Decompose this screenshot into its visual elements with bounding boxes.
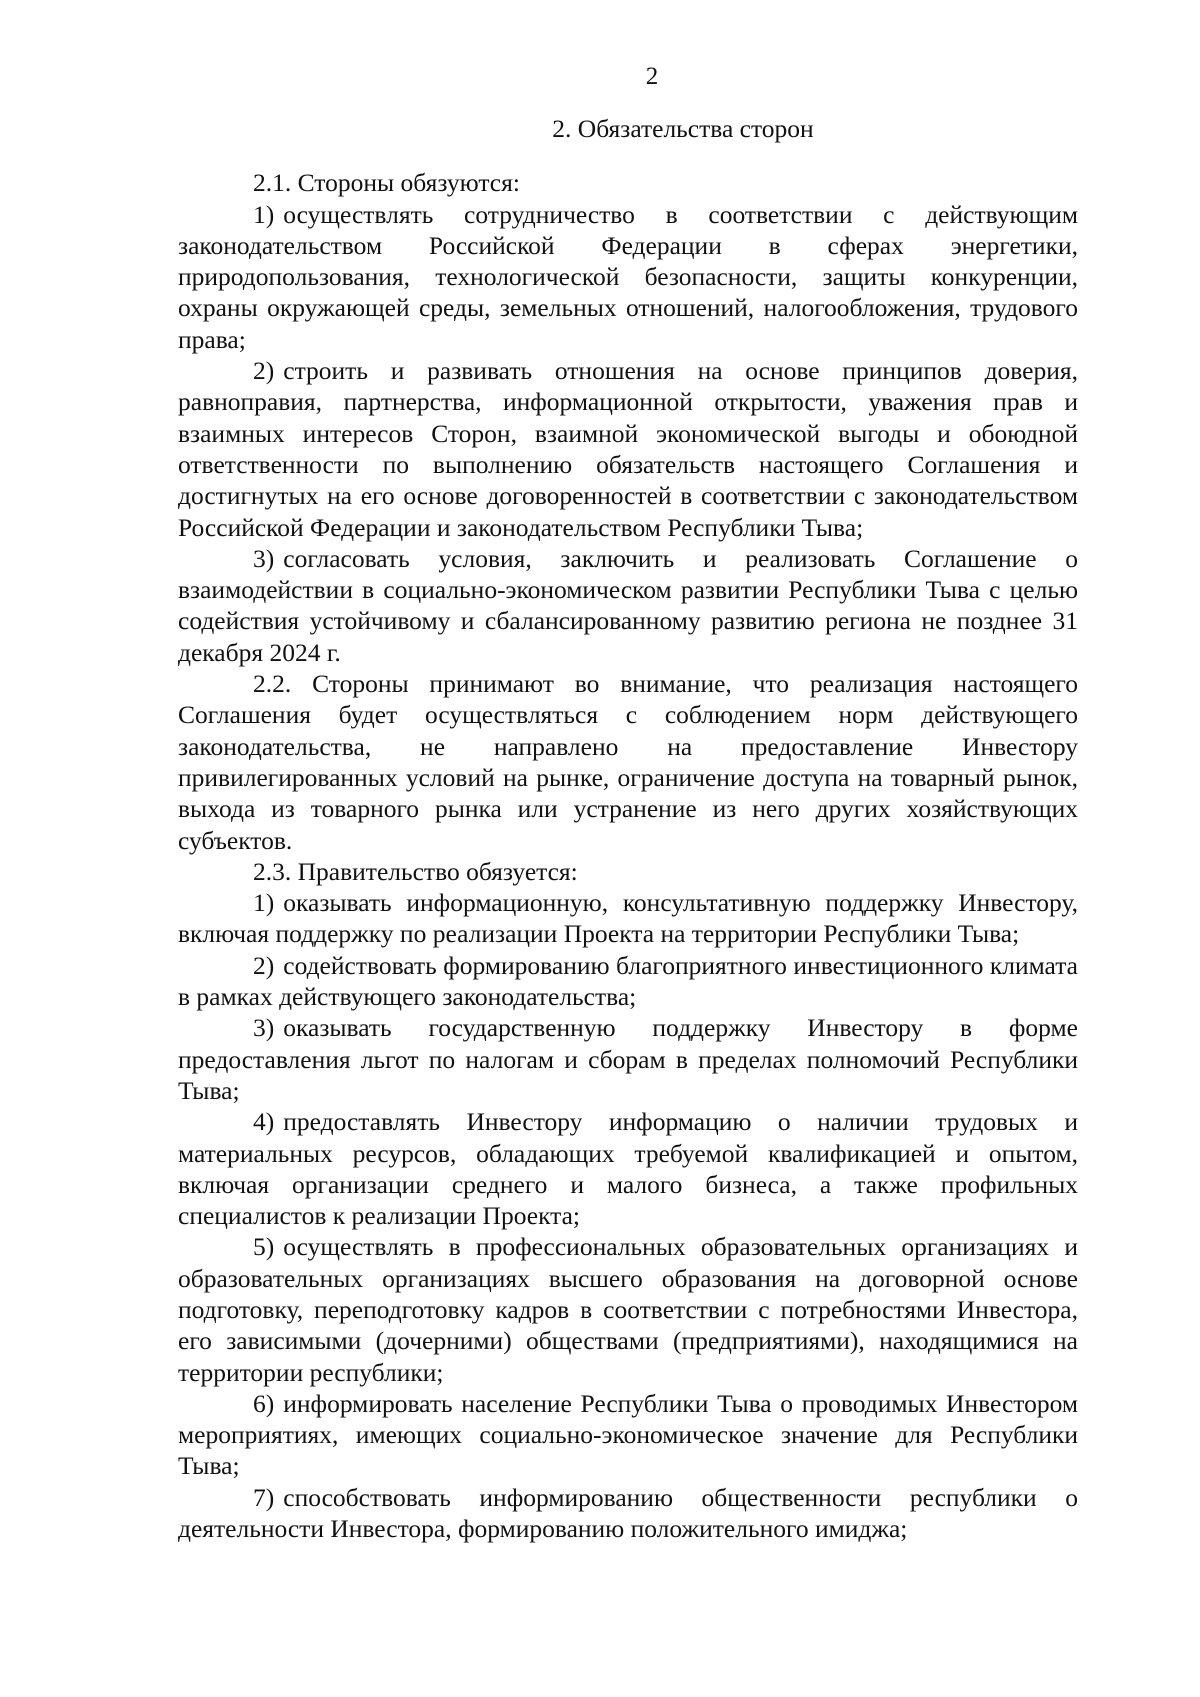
list-text: осуществлять сотрудничество в соответствии с действующим законодательством Российской Федерации в сферах энергетики, природопользования, технологической безопасности, защиты конкуренции, охраны окружающей среды, земельных отношений, налогообложения, трудового права; [178, 199, 1078, 354]
list-text: предоставлять Инвестору информацию о наличии трудовых и материальных ресурсов, обладающих требуемой квалификацией и опытом, включая организации среднего и малого бизнеса, а также профильных специалистов к реализации Проекта; [178, 1107, 1078, 1231]
list-number: 2) [253, 950, 275, 980]
list-text: осуществлять в профессиональных образовательных организациях и образовательных организациях высшего образования на договорной основе подготовку, переподготовку кадров в соответствии с потребностями Инвестора, его зависимыми (дочерними) обществами (предприятиями), находящимися на территории республики; [178, 1232, 1078, 1387]
list-number: 1) [253, 888, 275, 918]
section-title: 2. Обязательства сторон [552, 114, 814, 143]
list-text: содействовать формированию благоприятного инвестиционного климата в рамках действующего законодательства; [178, 950, 1078, 1012]
list-number: 5) [253, 1232, 275, 1262]
list-text: оказывать информационную, консультативную поддержку Инвестору, включая поддержку по реализации Проекта на территории Республики Тыва; [178, 888, 1078, 949]
clause-2-3-item-6 [178, 1388, 1078, 1482]
clause-2-3-item-1 [178, 887, 1078, 950]
list-text: оказывать государственную поддержку Инвестору в форме предоставления льгот по налогам и сборам в пределах полномочий Республики Тыва; [178, 1013, 1078, 1105]
list-number: 1) [253, 199, 275, 229]
clause-2-1-item-2 [178, 355, 1078, 543]
list-text: способствовать информированию общественности республики о деятельности Инвестора, формированию положительного имиджа; [178, 1482, 1078, 1544]
clause-2-2: 2.2. Стороны принимают во внимание, что реализация настоящего Соглашения будет осуществляться с соблюдением норм действующего законодательства, не направлено на предоставление Инвестору привилегированных условий на рынке, ограничение доступа на товарный рынок, выхода из товарного рынка или устранение из него других хозяйствующих субъектов. [178, 669, 1078, 855]
list-number: 3) [253, 1013, 275, 1043]
page-number: 2 [645, 63, 659, 90]
clause-2-3-item-4 [178, 1106, 1078, 1231]
list-number: 3) [253, 543, 275, 573]
list-text: согласовать условия, заключить и реализовать Соглашение о взаимодействии в социально-экономическом развитии Республики Тыва с целью содействия устойчивому и сбалансированному развитию региона не позднее 31 декабря 2024 г. [178, 543, 1078, 667]
list-number: 7) [253, 1482, 275, 1512]
clause-2-3-item-7 [178, 1482, 1078, 1545]
document-body [178, 113, 1078, 1544]
list-text: строить и развивать отношения на основе принципов доверия, равноправия, партнерства, информационной открытости, уважения прав и взаимных интересов Сторон, взаимной экономической выгоды и обоюдной ответственности по выполнению обязательств настоящего Соглашения и достигнутых на его основе договоренностей в соответствии с законодательством Российской Федерации и законодательством Республики Тыва; [178, 356, 1078, 542]
clause-2-3-item-3 [178, 1012, 1078, 1106]
list-number: 6) [253, 1388, 275, 1418]
list-number: 4) [253, 1107, 275, 1137]
clause-2-1-intro: 2.1. Стороны обязуются: [253, 168, 520, 198]
clause-2-3-item-2 [178, 950, 1078, 1013]
list-number: 2) [253, 356, 275, 386]
clause-2-1-item-3 [178, 543, 1078, 668]
clause-2-3-intro: 2.3. Правительство обязуется: [253, 856, 578, 886]
clause-2-1-item-1 [178, 199, 1078, 355]
clause-2-3-item-5 [178, 1231, 1078, 1387]
list-text: информировать население Республики Тыва о проводимых Инвестором мероприятиях, имеющих социально-экономическое значение для Республики Тыва; [178, 1388, 1078, 1481]
